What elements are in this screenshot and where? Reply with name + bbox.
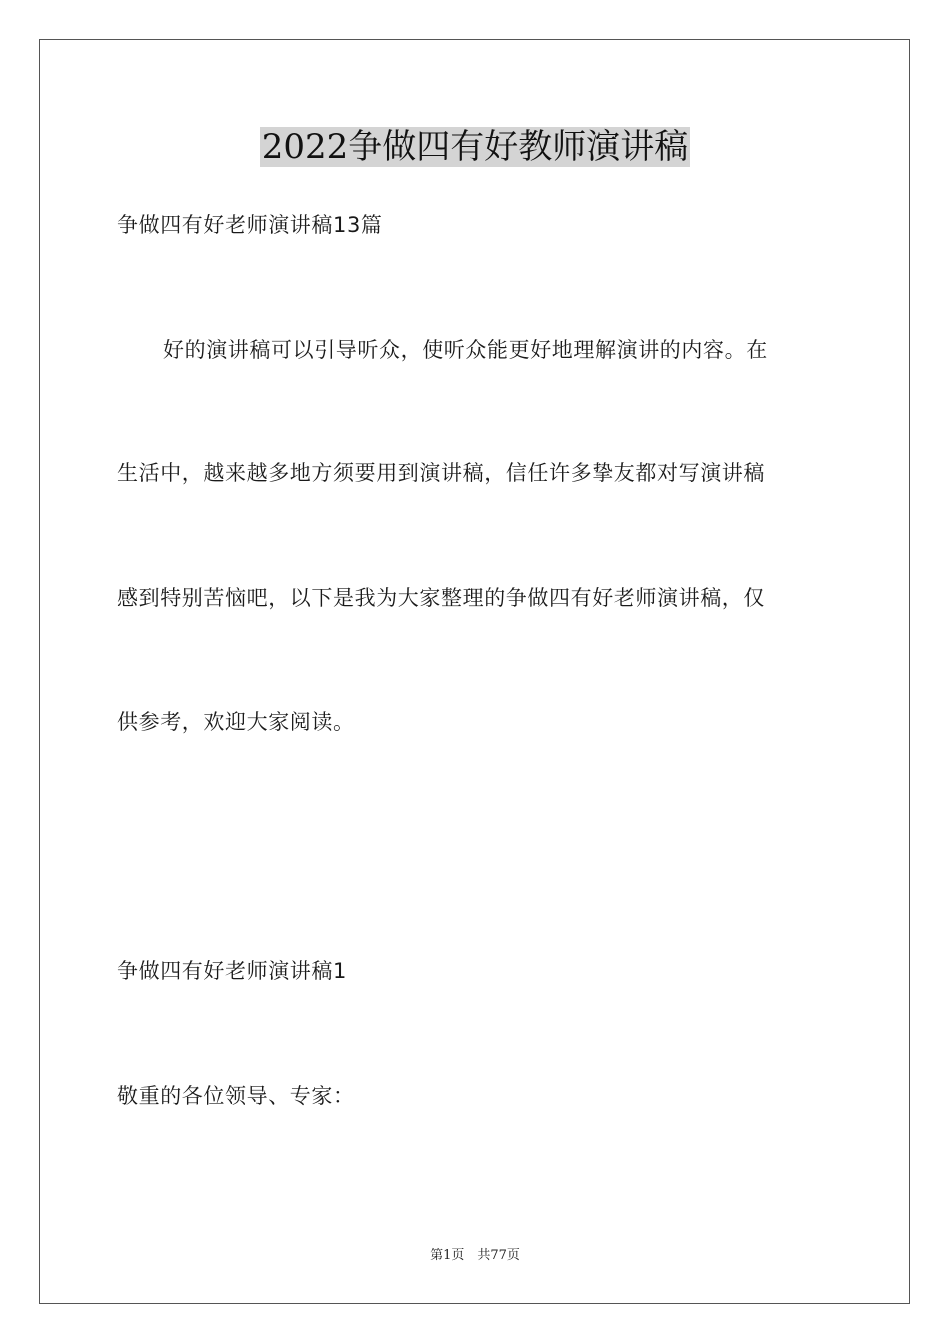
document-title-text: 2022争做四有好教师演讲稿 (261, 127, 689, 167)
intro-line-4: 供参考，欢迎大家阅读。 (117, 710, 355, 734)
salutation: 敬重的各位领导、专家： (117, 1084, 355, 1108)
page-number-footer: 第1页 共77页 (430, 1248, 520, 1263)
intro-line-2: 生活中，越来越多地方须要用到演讲稿，信任许多挚友都对写演讲稿 (117, 461, 765, 485)
document-title (0, 125, 950, 169)
intro-line-1: 好的演讲稿可以引导听众，使听众能更好地理解演讲的内容。在 (163, 338, 768, 362)
section-heading: 争做四有好老师演讲稿1 (117, 959, 347, 983)
intro-line-3: 感到特别苦恼吧，以下是我为大家整理的争做四有好老师演讲稿，仅 (117, 586, 765, 610)
document-subtitle: 争做四有好老师演讲稿13篇 (117, 213, 383, 237)
